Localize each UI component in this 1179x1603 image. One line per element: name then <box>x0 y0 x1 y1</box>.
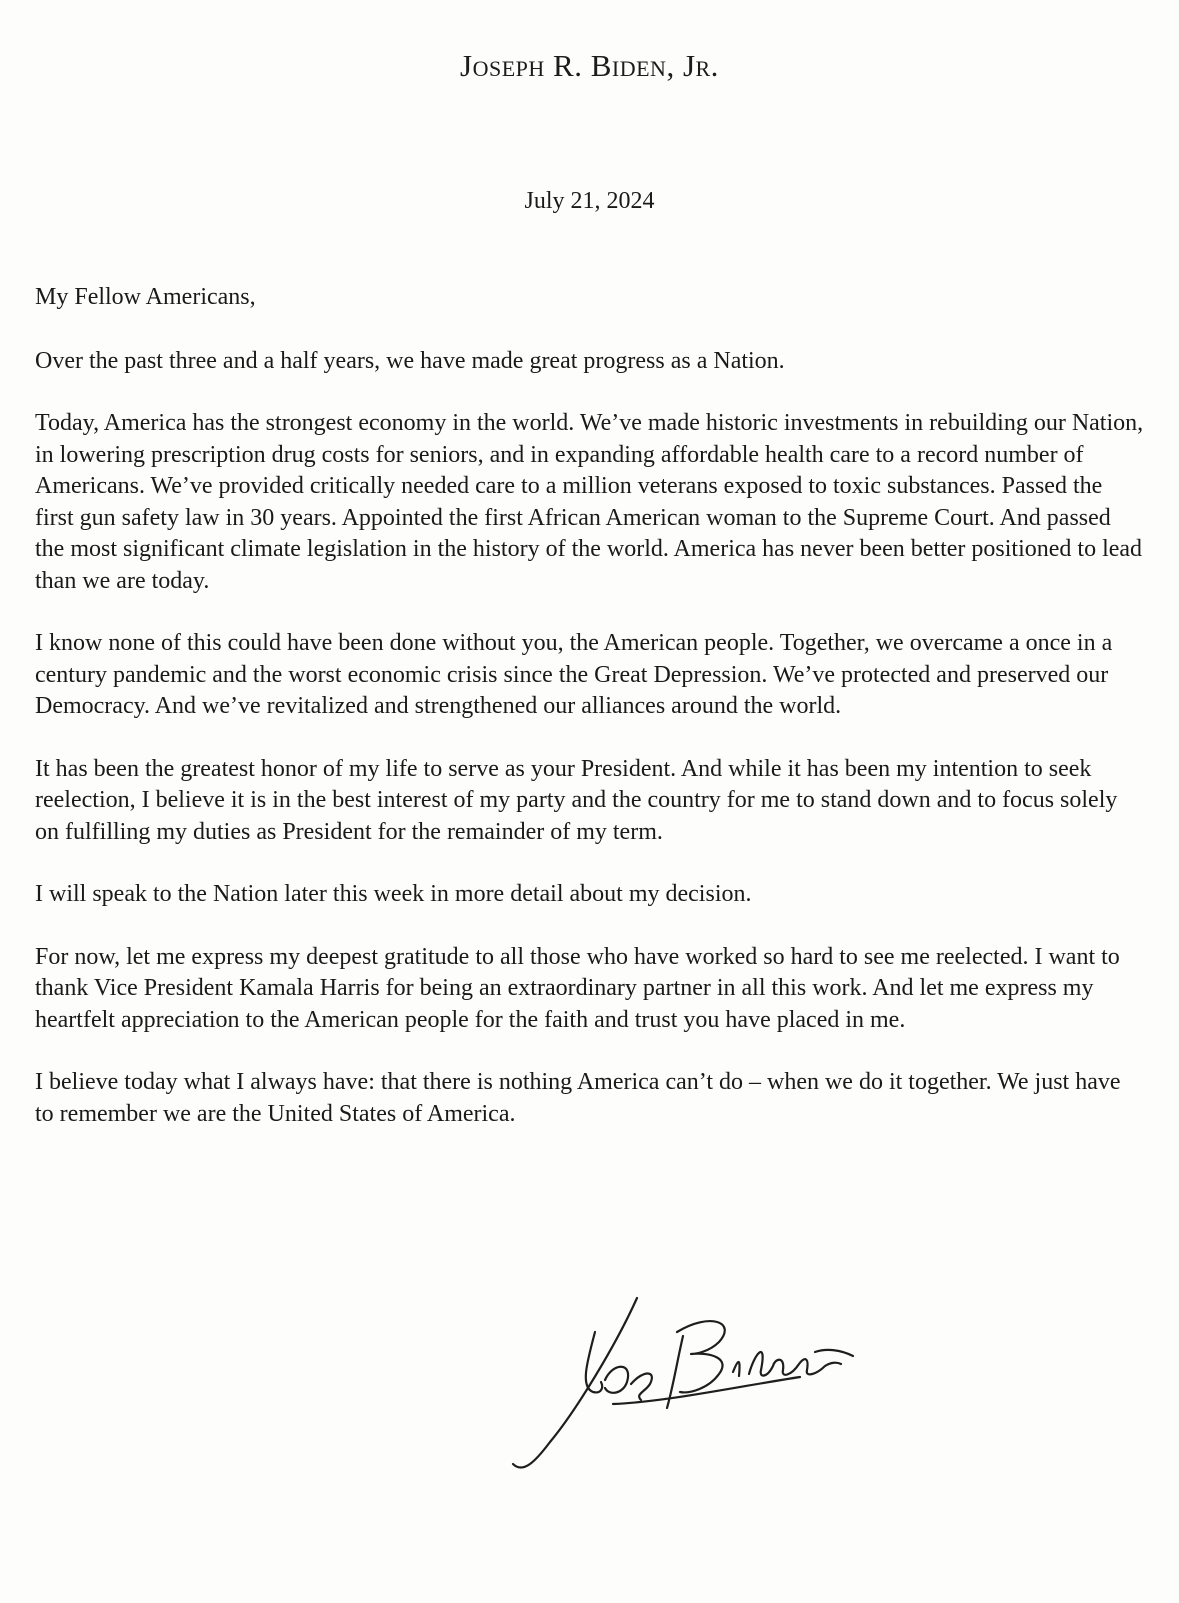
paragraph-american-people: I know none of this could have been done without you, the American people. Together, we overcame a once in a century pandemic and the worst economic crisis since the Great Depression. We’ve protected and preserved our Democracy. And we’ve revitalized and strengthened our alliances around the world. <box>35 630 1113 719</box>
signature-stroke-j-loop <box>586 1332 602 1392</box>
paragraph-achievements: Today, America has the strongest economy in the world. We’ve made historic investments in rebuilding our Nation, in lowering prescription drug costs for seniors, and in expanding affordable health care to a record number of Americans. We’ve provided critically needed care to a million veterans exposed to toxic substances. Passed the first gun safety law in 30 years. Appointed the first African American woman to the Supreme Court. And passed the most significant climate legislation in the history of the world. America has never been better positioned to lead than we are today. <box>35 410 1144 594</box>
paragraph-decision: It has been the greatest honor of my life to serve as your President. And while it has been my intention to seek reelection, I believe it is in the best interest of my party and the country for me to stand down and to focus solely on fulfilling my duties as President for the remainder of my term. <box>35 755 1118 845</box>
letter-body <box>35 282 1145 1161</box>
paragraph-speak-to-nation: I will speak to the Nation later this week in more detail about my decision. <box>35 881 752 907</box>
handwritten-signature <box>505 1292 865 1482</box>
signature-drawing <box>505 1292 865 1482</box>
paragraph-gratitude: For now, let me express my deepest gratitude to all those who have worked so hard to see me reelected. I want to thank Vice President Kamala Harris for being an extraordinary partner in all this work. And let me express my heartfelt appreciation to the American people for the faith and trust you have placed in me. <box>35 943 1120 1033</box>
signature-stroke-flourish <box>815 1350 853 1356</box>
signature-stroke-oe <box>605 1367 652 1400</box>
signature-stroke-j <box>513 1298 637 1468</box>
paragraph-progress: Over the past three and a half years, we have made great progress as a Nation. <box>35 347 785 374</box>
paragraph-closing: I believe today what I always have: that there is nothing America can’t do – when we do it together. We just have to remember we are the United States of America. <box>35 1069 1121 1127</box>
letterhead: Joseph R. Biden, Jr. <box>460 48 719 83</box>
signature-stroke-iden <box>733 1352 841 1376</box>
letter-date: July 21, 2024 <box>524 188 655 214</box>
salutation: My Fellow Americans, <box>35 284 256 310</box>
